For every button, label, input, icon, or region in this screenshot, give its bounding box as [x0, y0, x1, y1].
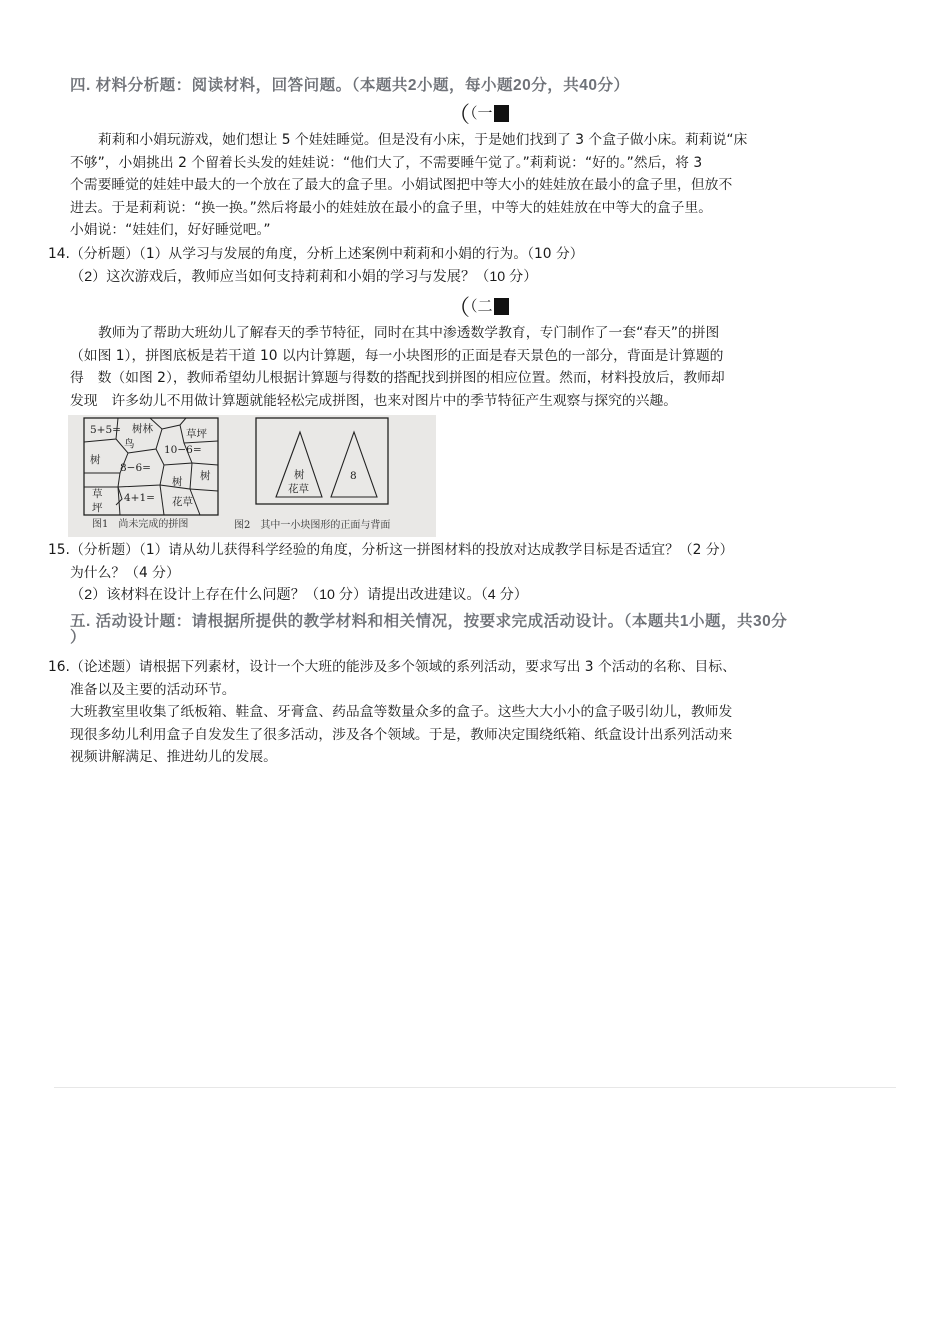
fig2-back-number: 8: [350, 470, 357, 482]
material-line: 现很多幼儿利用盒子自发发生了很多活动，涉及各个领域。于是，教师决定围绕纸箱、纸盒设计出系列活动来: [70, 726, 733, 743]
question-16-text-cont: 准备以及主要的活动环节。: [70, 682, 236, 698]
material-line: 不够”，小娟挑出 2 个留着长头发的娃娃说：“他们大了，不需要睡午觉了。”莉莉说：“好的。”然后，将 3: [70, 154, 703, 171]
marker-number: （一: [470, 104, 493, 122]
fig1-cell: 坪: [92, 502, 103, 514]
material-1-text: [70, 129, 876, 242]
material-2-marker: [448, 291, 509, 322]
section-5-title-end: ）: [70, 629, 87, 646]
redaction-block: [494, 105, 509, 122]
question-15-part1-cont: 为什么？（4 分）: [70, 565, 180, 581]
fig2-front-text: 花草: [288, 483, 309, 495]
material-line: 莉莉和小娟玩游戏，她们想让 5 个娃娃睡觉。但是没有小床，于是她们找到了 3 个盒子做小床。莉莉说“床: [98, 132, 748, 148]
material-line: 进去。于是莉莉说：“换一换。”然后将最小的娃娃放在最小的盒子里，中等大的娃娃放在中等大的盒子里。: [70, 199, 713, 216]
marker-paren: （: [448, 296, 471, 321]
section-4-title: 四. 材料分析题：阅读材料，回答问题。（本题共2小题，每小题20分，共40分）: [70, 77, 630, 94]
section-5-title: 五. 活动设计题：请根据所提供的教学材料和相关情况，按要求完成活动设计。（本题共1小题，共30分: [70, 613, 788, 630]
puzzle-figure-svg: [68, 415, 436, 537]
fig1-cell: 4+1=: [124, 492, 155, 504]
fig1-cell: 树: [90, 454, 101, 466]
fig2-front-text: 树: [294, 469, 305, 481]
question-16-text: 16.（论述题）请根据下列素材，设计一个大班的能涉及多个领域的系列活动，要求写出 3 个活动的名称、目标、: [48, 659, 736, 675]
question-14-part1: 14.（分析题）（1）从学习与发展的角度，分析上述案例中莉莉和小娟的行为。（10 分）: [48, 246, 584, 262]
material-line: 大班教室里收集了纸板箱、鞋盒、牙膏盒、药品盒等数量众多的盒子。这些大大小小的盒子吸引幼儿，教师发: [70, 704, 733, 720]
puzzle-figure: [68, 415, 436, 537]
question-16-material: [70, 701, 876, 769]
fig1-cell: 树林: [132, 423, 153, 435]
fig1-cell: 10−6=: [164, 444, 202, 456]
page-divider: [54, 1087, 896, 1088]
material-1-marker: [448, 98, 509, 129]
material-line: 个需要睡觉的娃娃中最大的一个放在了最大的盒子里。小娟试图把中等大小的娃娃放在最小的盒子里，但放不: [70, 177, 733, 193]
material-line: 小娟说：“娃娃们，好好睡觉吧。”: [70, 222, 271, 238]
fig1-caption: 图1 尚未完成的拼图: [92, 519, 189, 530]
fig2-caption: 图2 其中一小块图形的正面与背面: [234, 520, 391, 531]
question-15-part2: （2）该材料在设计上存在什么问题？（10 分）请提出改进建议。（4 分）: [70, 587, 528, 603]
material-line: 教师为了帮助大班幼儿了解春天的季节特征，同时在其中渗透数学教育，专门制作了一套“春天”的拼图: [98, 325, 720, 341]
material-2-text: [70, 322, 876, 412]
question-14-part2: （2）这次游戏后，教师应当如何支持莉莉和小娟的学习与发展？（10 分）: [70, 269, 538, 285]
fig1-cell: 草坪: [186, 428, 207, 440]
material-line: （如图 1），拼图底板是若干道 10 以内计算题，每一小块图形的正面是春天景色的一部分，背面是计算题的: [70, 347, 724, 364]
material-line: 发现 许多幼儿不用做计算题就能轻松完成拼图，也来对图片中的季节特征产生观察与探究的兴趣。: [70, 392, 678, 409]
material-line: 得 数（如图 2），教师希望幼儿根据计算题与得数的搭配找到拼图的相应位置。然而，材料投放后，教师却: [70, 370, 725, 386]
material-line: 视频讲解满足、推进幼儿的发展。: [70, 749, 277, 765]
fig1-cell: 草: [92, 488, 103, 500]
marker-paren: （: [448, 103, 471, 128]
fig1-cell: 树: [172, 476, 183, 488]
fig1-cell: 8−6=: [120, 462, 151, 474]
fig1-cell: 树: [200, 470, 211, 482]
fig1-cell: 5+5=: [90, 424, 121, 436]
question-15-part1: 15.（分析题）（1）请从幼儿获得科学经验的角度，分析这一拼图材料的投放对达成教学目标是否适宜？（2 分）: [48, 542, 734, 558]
fig1-cell: 花草: [172, 496, 193, 508]
fig1-cell: 鸟: [124, 438, 135, 450]
redaction-block: [494, 298, 509, 315]
marker-number: （二: [470, 297, 493, 315]
